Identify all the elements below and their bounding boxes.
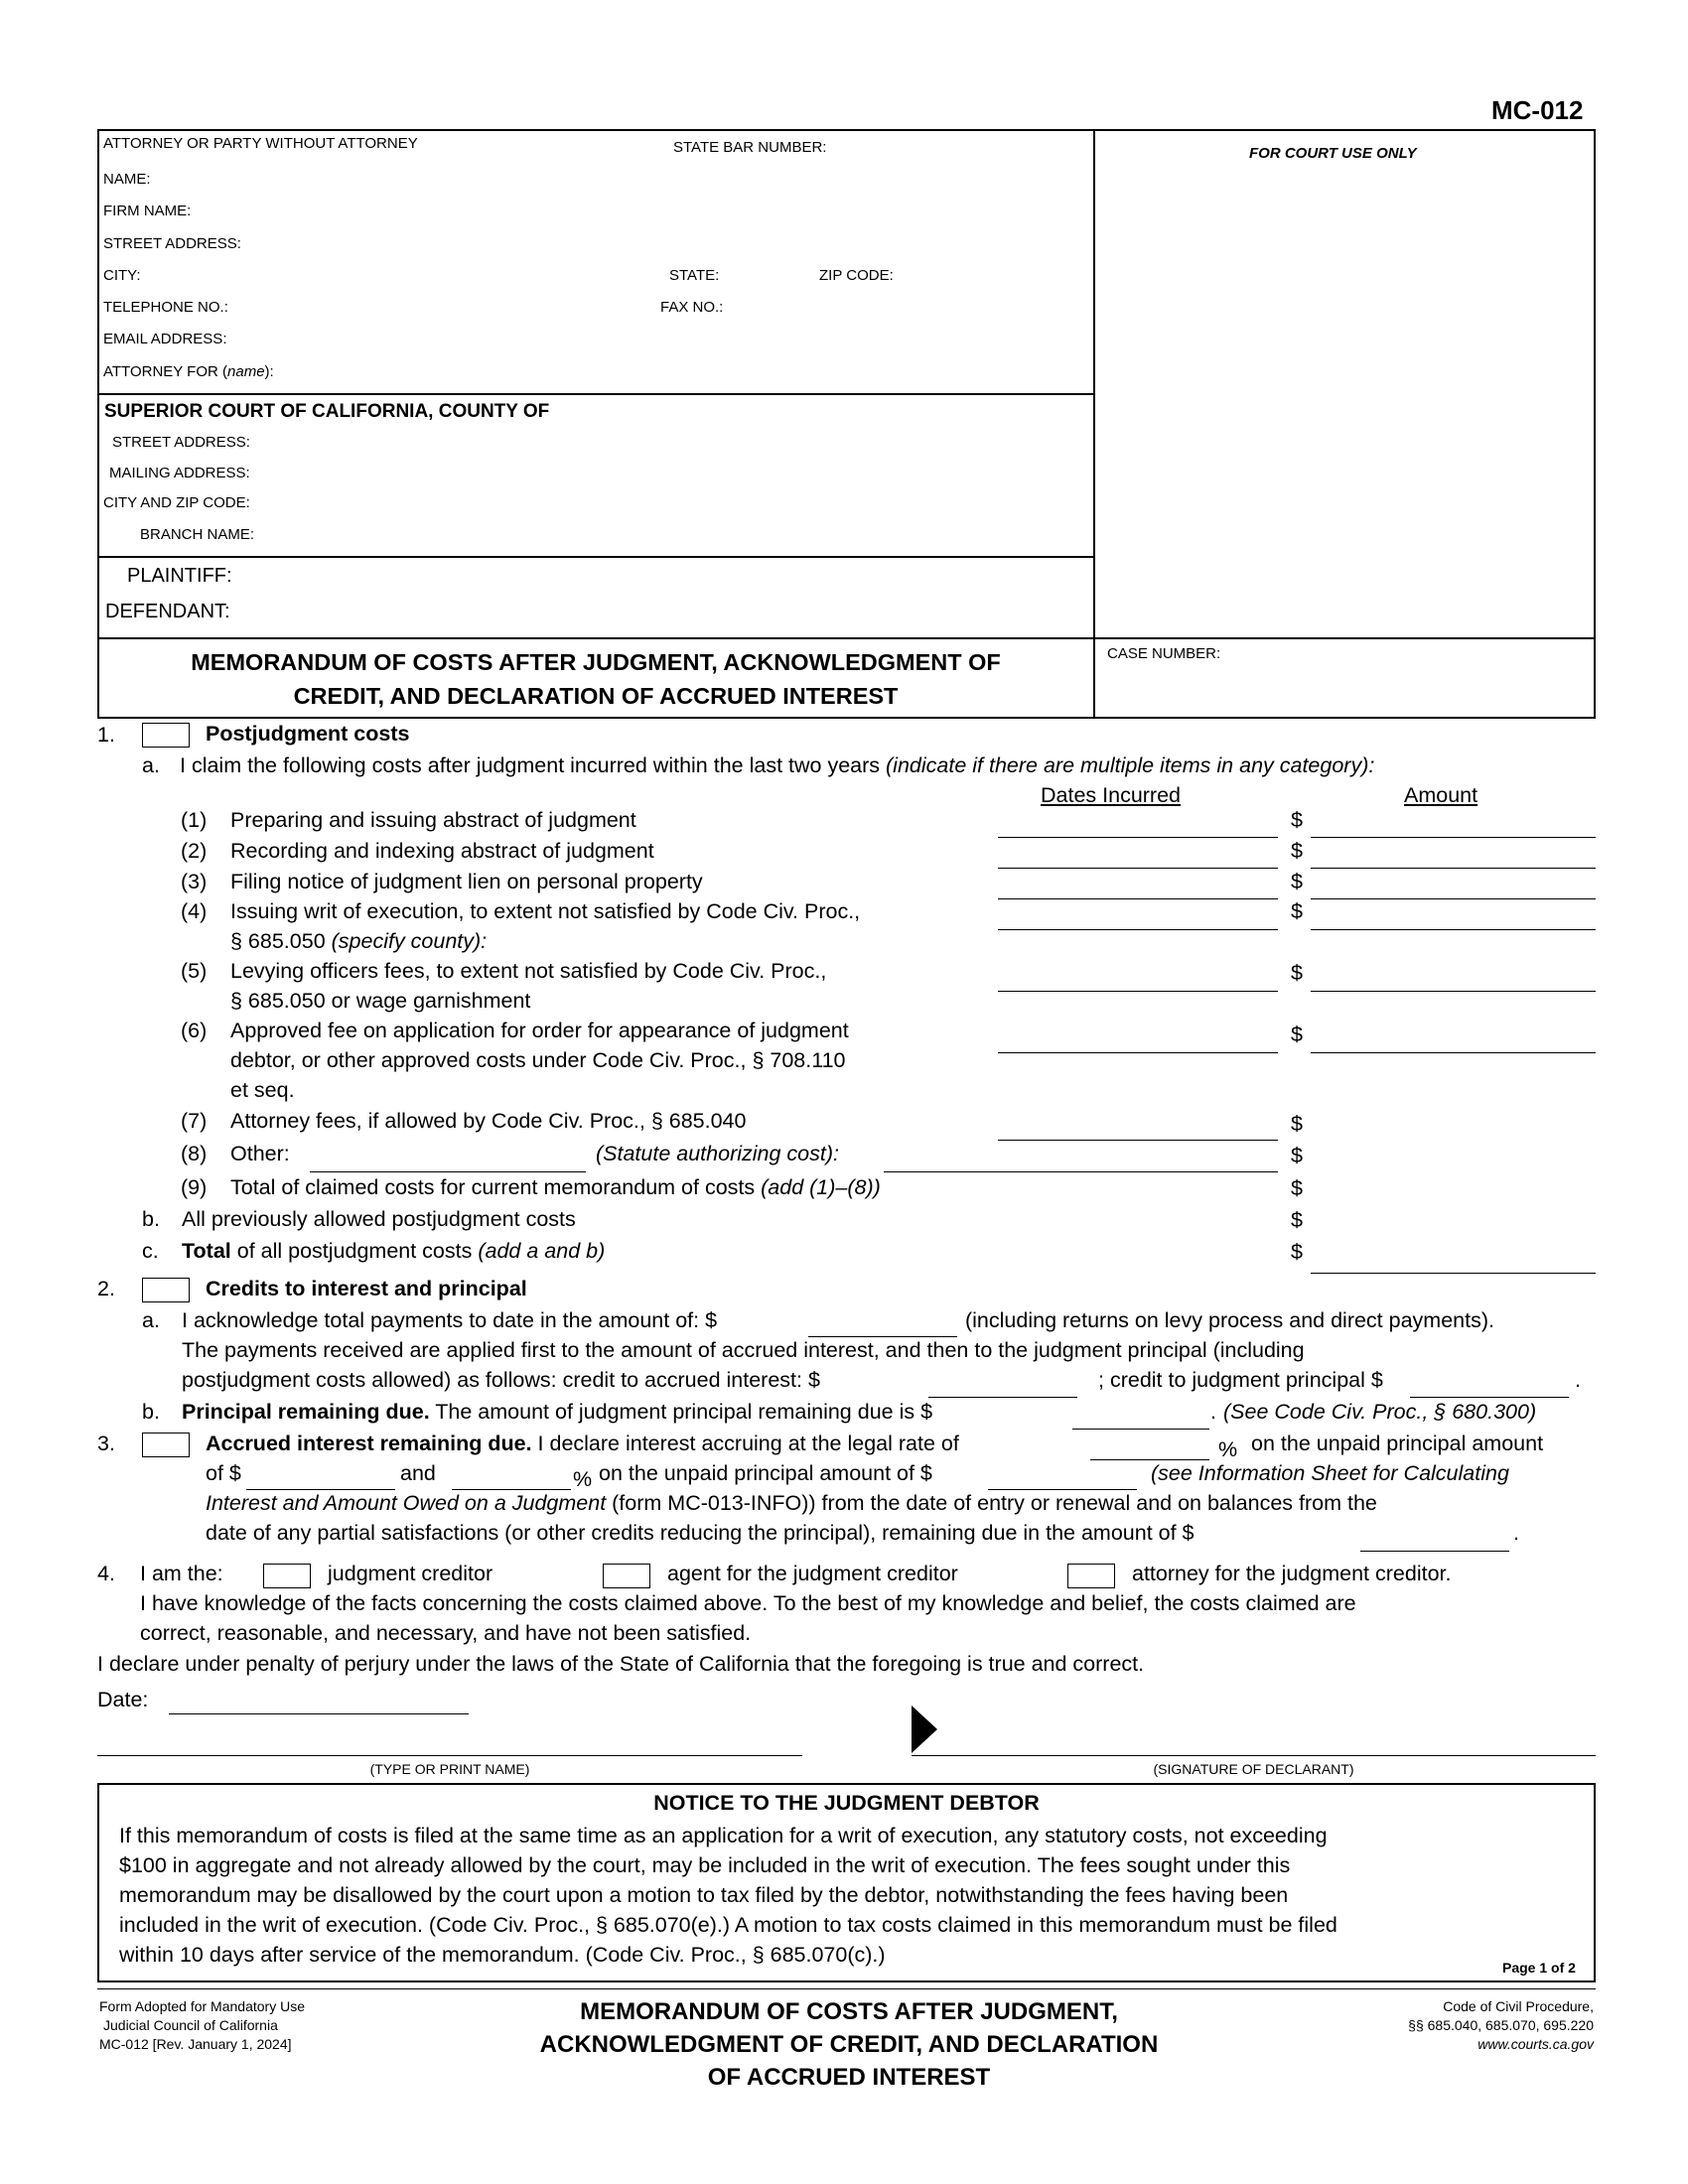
s1-c-text: Total of all postjudgment costs (add a and b) xyxy=(182,1239,606,1263)
firm-label: FIRM NAME: xyxy=(103,203,192,219)
postjudgment-costs-title: Postjudgment costs xyxy=(206,722,410,746)
attorney-label: ATTORNEY OR PARTY WITHOUT ATTORNEY xyxy=(103,135,418,152)
date-label: Date: xyxy=(97,1688,149,1711)
amount-field-5[interactable] xyxy=(1311,991,1596,992)
attorney-for-label: ATTORNEY FOR (name): xyxy=(103,363,274,380)
agent-checkbox[interactable] xyxy=(603,1564,650,1588)
state-label: STATE: xyxy=(669,267,720,284)
s1-a-text: I claim the following costs after judgment incurred within the last two years (indicate if there are multiple items in any category): xyxy=(180,753,1375,777)
total-payments-field[interactable] xyxy=(808,1336,957,1337)
plaintiff-label: PLAINTIFF: xyxy=(127,565,232,587)
page-number: Page 1 of 2 xyxy=(1502,1960,1576,1976)
item-6-label-3: et seq. xyxy=(230,1078,295,1102)
item-4-label-2: § 685.050 (specify county): xyxy=(230,929,488,953)
date-field-6[interactable] xyxy=(998,1052,1278,1053)
s2-a-line2: The payments received are applied first to the amount of accrued interest, and then to the judgment principal (including xyxy=(182,1338,1305,1362)
item-5-label: Levying officers fees, to extent not satisfied by Code Civ. Proc., xyxy=(230,959,827,983)
signature-field[interactable] xyxy=(912,1755,1596,1756)
amount-field-1[interactable] xyxy=(1311,837,1596,838)
item-4-label: Issuing writ of execution, to extent not satisfied by Code Civ. Proc., xyxy=(230,899,861,923)
amount-field-2[interactable] xyxy=(1311,868,1596,869)
date-field-5[interactable] xyxy=(998,991,1278,992)
date-field-7[interactable] xyxy=(998,1140,1278,1141)
date-field-4[interactable] xyxy=(998,929,1278,930)
credit-principal-field[interactable] xyxy=(1410,1397,1569,1398)
interest-rate-field[interactable] xyxy=(1090,1459,1209,1460)
court-title: SUPERIOR COURT OF CALIFORNIA, COUNTY OF xyxy=(104,401,550,422)
street-label: STREET ADDRESS: xyxy=(103,235,241,252)
date-field-2[interactable] xyxy=(998,868,1278,869)
signature-label: (SIGNATURE OF DECLARANT) xyxy=(1153,1761,1354,1777)
item-9-label: Total of claimed costs for current memorandum of costs (add (1)–(8)) xyxy=(230,1175,881,1199)
email-label: EMAIL ADDRESS: xyxy=(103,331,227,347)
amount-field-3[interactable] xyxy=(1311,898,1596,899)
principal-remaining-text: Principal remaining due. The amount of judgment principal remaining due is $ xyxy=(182,1400,933,1424)
s1-b-text: All previously allowed postjudgment costs xyxy=(182,1207,576,1231)
dates-incurred-header: Dates Incurred xyxy=(1041,783,1182,807)
footer-right: Code of Civil Procedure, §§ 685.040, 685.070, 695.220 www.courts.ca.gov xyxy=(1291,1997,1594,2054)
accrued-interest-text: Accrued interest remaining due. I declare interest accruing at the legal rate of xyxy=(206,1432,959,1455)
name-label: NAME: xyxy=(103,171,151,188)
amount-header: Amount xyxy=(1404,783,1478,807)
court-street-label: STREET ADDRESS: xyxy=(112,434,250,451)
caption-box xyxy=(97,129,1596,719)
attorney-checkbox[interactable] xyxy=(1067,1564,1115,1588)
date-field-1[interactable] xyxy=(998,837,1278,838)
credits-title: Credits to interest and principal xyxy=(206,1277,527,1300)
judgment-creditor-label: judgment creditor xyxy=(328,1562,493,1585)
courts-website-link[interactable]: www.courts.ca.gov xyxy=(1477,2036,1594,2052)
print-name-label: (TYPE OR PRINT NAME) xyxy=(369,1761,530,1777)
s3-line4: date of any partial satisfactions (or other credits reducing the principal), remaining due in the amount of $ xyxy=(206,1521,1195,1545)
postjudgment-costs-checkbox[interactable] xyxy=(142,723,190,748)
notice-title: NOTICE TO THE JUDGMENT DEBTOR xyxy=(653,1791,1040,1815)
interest-rate-field-2[interactable] xyxy=(452,1489,571,1490)
item-6-label-2: debtor, or other approved costs under Code Civ. Proc., § 708.110 xyxy=(230,1048,846,1072)
declaration-text: I declare under penalty of perjury under the laws of the State of California that the foregoing is true and correct. xyxy=(97,1652,1145,1676)
item-3-label: Filing notice of judgment lien on personal property xyxy=(230,870,703,893)
other-cost-field[interactable] xyxy=(310,1171,586,1172)
item-5-label-2: § 685.050 or wage garnishment xyxy=(230,989,531,1013)
defendant-label: DEFENDANT: xyxy=(105,601,230,622)
item-6-label: Approved fee on application for order for appearance of judgment xyxy=(230,1019,849,1042)
item-8-label: Other: xyxy=(230,1142,290,1165)
agent-label: agent for the judgment creditor xyxy=(667,1562,958,1585)
statute-field[interactable] xyxy=(884,1171,1278,1172)
s2-a-line1: I acknowledge total payments to date in the amount of: $ xyxy=(182,1308,718,1332)
state-bar-label: STATE BAR NUMBER: xyxy=(673,139,827,156)
item-2-label: Recording and indexing abstract of judgment xyxy=(230,839,654,863)
amount-field-6[interactable] xyxy=(1311,1052,1596,1053)
city-label: CITY: xyxy=(103,267,141,284)
signature-arrow-icon xyxy=(912,1706,939,1757)
attorney-label: attorney for the judgment creditor. xyxy=(1132,1562,1452,1585)
phone-label: TELEPHONE NO.: xyxy=(103,299,228,316)
footer-left: Form Adopted for Mandatory Use Judicial Council of California MC-012 [Rev. January 1, 2024] xyxy=(99,1998,305,2052)
statute-label: (Statute authorizing cost): xyxy=(596,1142,839,1165)
form-id: MC-012 xyxy=(1491,95,1584,125)
principal-amount-field-1[interactable] xyxy=(246,1489,395,1490)
footer-title: MEMORANDUM OF COSTS AFTER JUDGMENT, ACKNOWLEDGMENT OF CREDIT, AND DECLARATION OF ACCRUED INTEREST xyxy=(539,1998,1159,2091)
zip-label: ZIP CODE: xyxy=(819,267,894,284)
principal-amount-field-2[interactable] xyxy=(988,1489,1137,1490)
court-mailing-label: MAILING ADDRESS: xyxy=(109,465,250,481)
court-city-label: CITY AND ZIP CODE: xyxy=(103,494,250,511)
notice-text: If this memorandum of costs is filed at the same time as an application for a writ of execution, any statutory costs, not exceeding $100 in aggregate and not already allowed by the court, may be included in the writ of execution. The fees sought under this memorandum may be disallowed by the court upon a motion to tax filed by the debtor, notwithstanding the fees having been included in the writ of execution. (Code Civ. Proc., § 685.070(e).) A motion to tax costs claimed in this memorandum must be filed within 10 days after service of the memorandum. (Code Civ. Proc., § 685.070(c).) xyxy=(119,1824,1337,1967)
fax-label: FAX NO.: xyxy=(660,299,724,316)
item-1-label: Preparing and issuing abstract of judgment xyxy=(230,808,636,832)
court-branch-label: BRANCH NAME: xyxy=(140,526,255,543)
print-name-field[interactable] xyxy=(97,1755,802,1756)
s3-line3: Interest and Amount Owed on a Judgment (form MC-013-INFO)) from the date of entry or renewal and on balances from the xyxy=(206,1491,1377,1515)
date-field-3[interactable] xyxy=(998,898,1278,899)
amount-field-4[interactable] xyxy=(1311,929,1596,930)
principal-remaining-field[interactable] xyxy=(1072,1429,1209,1430)
court-use-label: FOR COURT USE ONLY xyxy=(1249,145,1417,162)
judgment-creditor-checkbox[interactable] xyxy=(263,1564,311,1588)
total-amount-field[interactable] xyxy=(1311,1273,1596,1274)
case-number-label: CASE NUMBER: xyxy=(1107,645,1221,662)
credits-checkbox[interactable] xyxy=(142,1278,190,1302)
interest-remaining-field[interactable] xyxy=(1360,1551,1509,1552)
credit-interest-field[interactable] xyxy=(928,1397,1077,1398)
form-title: MEMORANDUM OF COSTS AFTER JUDGMENT, ACKNOWLEDGMENT OF CREDIT, AND DECLARATION OF ACCRUED INTEREST xyxy=(191,649,1001,709)
item-7-label: Attorney fees, if allowed by Code Civ. Proc., § 685.040 xyxy=(230,1109,747,1133)
accrued-interest-checkbox[interactable] xyxy=(142,1433,190,1457)
date-field[interactable] xyxy=(169,1713,469,1714)
s2-a-line3: postjudgment costs allowed) as follows: credit to accrued interest: $ xyxy=(182,1368,820,1392)
